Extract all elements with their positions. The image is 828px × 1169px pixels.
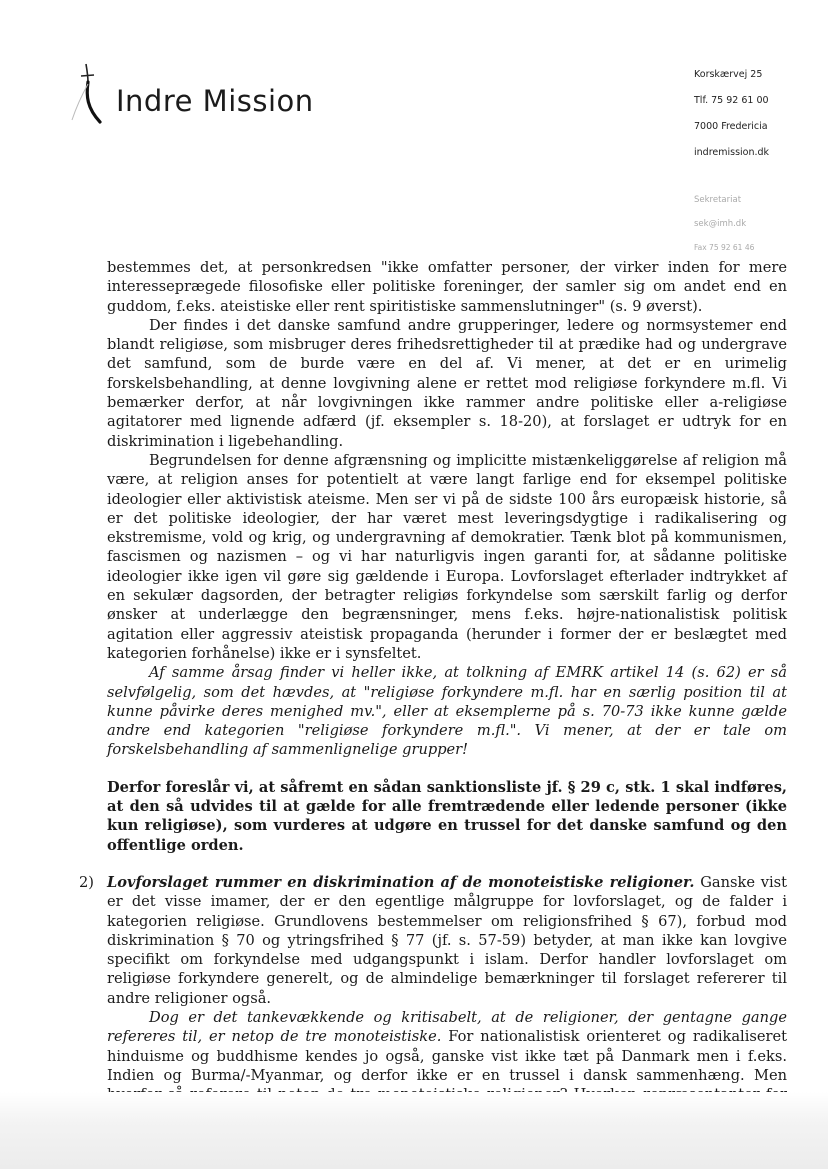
organization-logo (70, 62, 330, 132)
proposal-paragraph: Derfor foreslår vi, at såfremt en sådan sanktionsliste jf. § 29 c, stk. 1 skal indføres, at den så udvides til at gælde for alle fremtrædende eller ledende personer (ikke kun religiøse), som vurderes at udgøre en trussel for det danske samfund og den offentlige orden. (107, 778, 787, 854)
paragraph-2: Der findes i det danske samfund andre grupperinger, ledere og normsystemer end blandt religiøse, som misbruger deres frihedsrettigheder til at prædike had og undergrave det samfund, som de burde være en del af. Vi mener, at det er en urimelig forskelsbehandling, at denne lovgivning alene er rettet mod religiøse forkyndere m.fl. Vi bemærker derfor, at når lovgivningen ikke rammer andre politiske eller a-religiøse agitatorer med lignende adfærd (jf. eksempler s. 18-20), at forslaget er udtryk for en diskrimination i ligebehandling. (107, 316, 787, 450)
secretariat-block (694, 194, 814, 266)
paragraph-1: bestemmes det, at personkredsen "ikke omfatter personer, der virker inden for mere interesseprægede filosofiske eller politiske foreninger, der samler sig om andet end en guddom, f.eks. ateistiske eller rent spiritistiske sammenslutninger" (s. 9 øverst). (107, 259, 787, 315)
paragraph-3: Begrundelsen for denne afgrænsning og implicitte mistænkeliggørelse af religion må være, at religion anses for potentielt at være langt farlige end for eksempel politiske ideologier eller aktivistisk ateisme. Men ser vi på de sidste 100 års europæisk historie, så er det politiske ideologier, der har været mest leveringsdygtige i radikalisering og ekstremisme, vold og krig, og undergravning af demokratier. Tænk blot på kommunismen, fascismen og nazismen – og vi har naturligvis ingen garanti for, at sådanne politiske ideologier ikke igen vil gøre sig gældende i Europa. Lovforslaget efterlader indtrykket af en sekulær dagsorden, der betragter religiøs forkyndelse som særskilt farlig og derfor ønsker at underlægge den begrænsninger, mens f.eks. højre-nationalistisk politisk agitation eller aggressiv ateistisk propaganda (herunder i former der er beslægtet med kategorien forhånelse) ikke er i synsfeltet. (107, 451, 787, 662)
contact-block (694, 68, 814, 172)
secretariat-fax: Fax 75 92 61 46 (694, 243, 755, 252)
body-text (79, 258, 787, 1124)
paragraph-6-italic: Dog er det tankevækkende og kritisabelt, at de religioner, der gentagne gange refereres til, er netop de tre monoteistiske. (107, 1008, 787, 1046)
list-item-text: Ganske vist er det visse imamer, der er den egentlige målgruppe for lovforslaget, og de falder i kategorien religiøse. Grundlovens bestemmelser om religionsfrihed § 67), forbud mod diskrimination § 70 og ytringsfrihed § 77 (jf. s. 57-59) betyder, at man ikke kan lovgive specifikt om forkyndelse med udgangspunkt i islam. Derfor handler lovforslaget om religiøse forkyndere generelt, og de almindelige bemærkninger til forslaget refererer til andre religioner også. (107, 873, 787, 1007)
address-street: Korskærvej 25 (694, 69, 763, 80)
list-item-number: 2) (79, 873, 94, 891)
address-city: 7000 Fredericia (694, 121, 768, 132)
secretariat-email: sek@imh.dk (694, 219, 747, 229)
cross-icon (70, 62, 110, 126)
paragraph-6-rest: For nationalistisk orienteret og radikaliseret hinduisme og buddhisme kendes jo også, ganske vist ikke tæt på Danmark men i f.eks. Indien og Burma/-Myanmar, og derfor ikke er en trussel i dansk sammenhæng. Men (107, 1028, 787, 1084)
logo-text: Indre Mission (116, 84, 314, 118)
website: indremission.dk (694, 147, 770, 158)
secretariat-label: Sekretariat (694, 195, 742, 205)
list-item-title: Lovforslaget rummer en diskrimination af de monoteistiske religioner. (107, 873, 695, 891)
scan-shadow (0, 1092, 828, 1169)
list-item-2 (79, 873, 787, 1008)
paragraph-4: Af samme årsag finder vi heller ikke, at tolkning af EMRK artikel 14 (s. 62) er så selvfølgelig, som det hævdes, at "religiøse forkyndere m.fl. har en særlig position til at kunne påvirke deres menighed mv.", eller at eksemplerne på s. 70-73 ikke kunne gælde andre end kategorien "religiøse forkyndere m.fl.". Vi mener, at der er tale om forskelsbehandling af sammenlignelige grupper! (107, 664, 787, 759)
phone-number: Tlf. 75 92 61 00 (694, 95, 769, 106)
